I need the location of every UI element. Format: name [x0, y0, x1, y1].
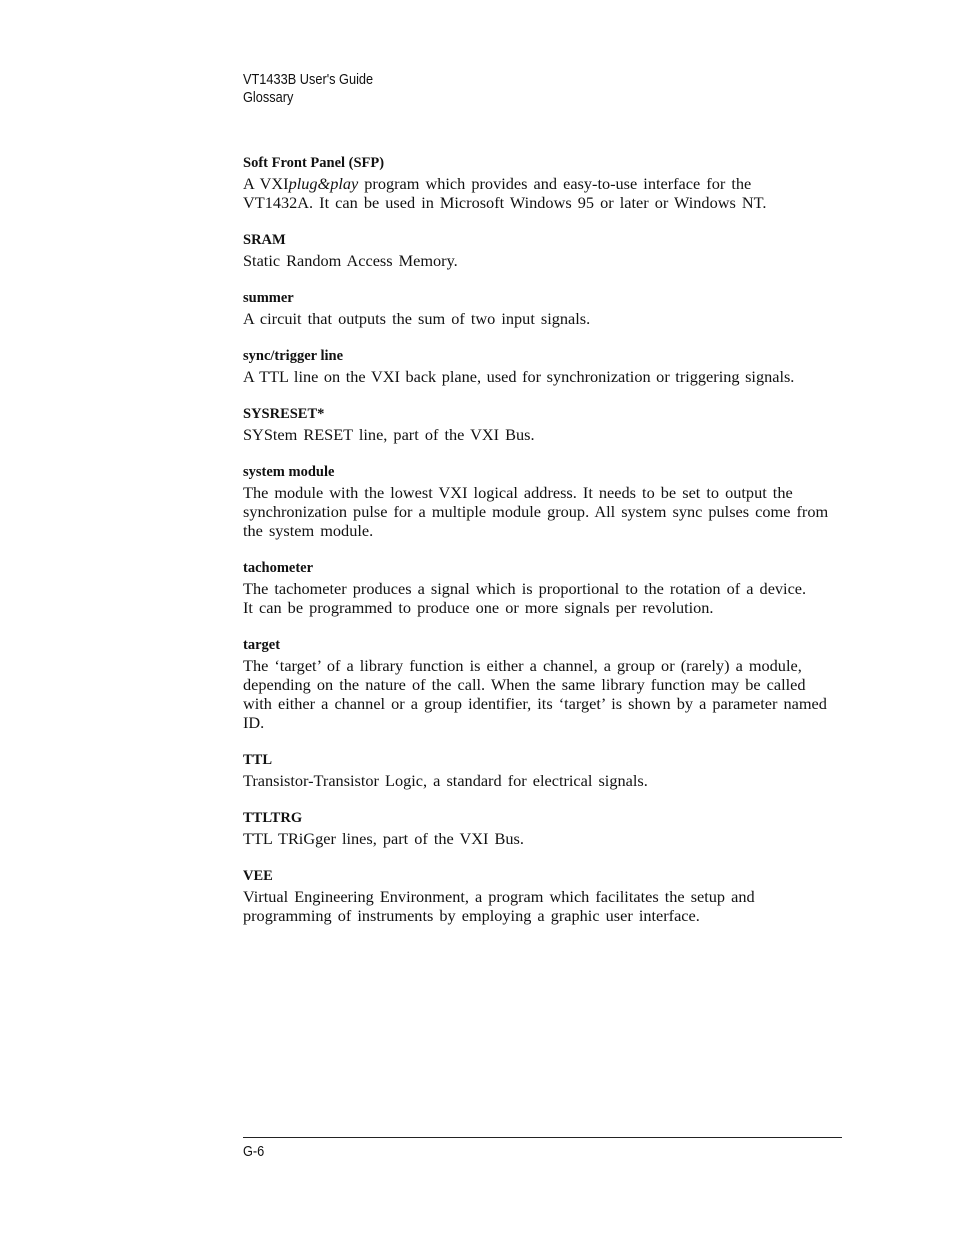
page-number: G-6: [243, 1144, 265, 1160]
glossary-entry-target: [243, 636, 843, 732]
glossary-entry-sysreset: [243, 405, 843, 444]
glossary-term: SRAM: [243, 232, 286, 248]
definition-text: program which provides and easy-to-use interface for the VT1432A. It can be used in Microsoft Windows 95 or later or Windows NT.: [243, 174, 767, 212]
glossary-definition: Static Random Access Memory.: [243, 251, 458, 270]
header-section: Glossary: [243, 90, 294, 106]
glossary-entry-ttl: [243, 751, 843, 790]
glossary-term: sync/trigger line: [243, 348, 344, 364]
glossary-definition: [243, 174, 786, 212]
glossary-term: SYSRESET*: [243, 406, 325, 422]
glossary-entry-sram: [243, 231, 843, 270]
header-title: VT1433B User's Guide: [243, 72, 374, 88]
glossary-term: TTLTRG: [243, 810, 303, 826]
glossary-entry-sfp: [243, 154, 843, 212]
glossary-entry-ttltrg: [243, 809, 843, 848]
glossary-definition: A circuit that outputs the sum of two input signals.: [243, 309, 591, 328]
glossary-content: [243, 154, 843, 944]
footer-divider: [243, 1137, 842, 1138]
glossary-definition: TTL TRiGger lines, part of the VXI Bus.: [243, 829, 524, 848]
glossary-definition: Transistor-Transistor Logic, a standard for electrical signals.: [243, 771, 648, 790]
glossary-term: TTL: [243, 752, 273, 768]
running-header: [243, 71, 373, 107]
glossary-definition: SYStem RESET line, part of the VXI Bus.: [243, 425, 535, 444]
glossary-entry-sync-trigger-line: [243, 347, 843, 386]
definition-italic-text: plug&play: [288, 174, 359, 193]
glossary-term: target: [243, 637, 281, 653]
glossary-entry-tachometer: [243, 559, 843, 617]
glossary-definition: Virtual Engineering Environment, a program which facilitates the setup and programming of instruments by employing a graphic user interface.: [243, 887, 755, 925]
glossary-definition: A TTL line on the VXI back plane, used for synchronization or triggering signals.: [243, 367, 795, 386]
glossary-definition: The tachometer produces a signal which is proportional to the rotation of a device. It can be programmed to produce one or more signals per revolution.: [243, 579, 807, 617]
glossary-definition: The ‘target’ of a library function is either a channel, a group or (rarely) a module, depending on the nature of the call. When the same library function may be called with either a channel or a group identifier, its ‘target’ is shown by a parameter named ID.: [243, 656, 827, 732]
definition-text: A VXI: [243, 174, 289, 193]
glossary-term: VEE: [243, 868, 273, 884]
glossary-term: tachometer: [243, 560, 314, 576]
glossary-term: Soft Front Panel (SFP): [243, 155, 385, 171]
glossary-term: system module: [243, 464, 335, 480]
glossary-entry-summer: [243, 289, 843, 328]
glossary-term: summer: [243, 290, 294, 306]
glossary-entry-system-module: [243, 463, 843, 540]
glossary-definition: The module with the lowest VXI logical address. It needs to be set to output the synchronization pulse for a multiple module group. All system sync pulses come from the system module.: [243, 483, 829, 540]
glossary-entry-vee: [243, 867, 843, 925]
